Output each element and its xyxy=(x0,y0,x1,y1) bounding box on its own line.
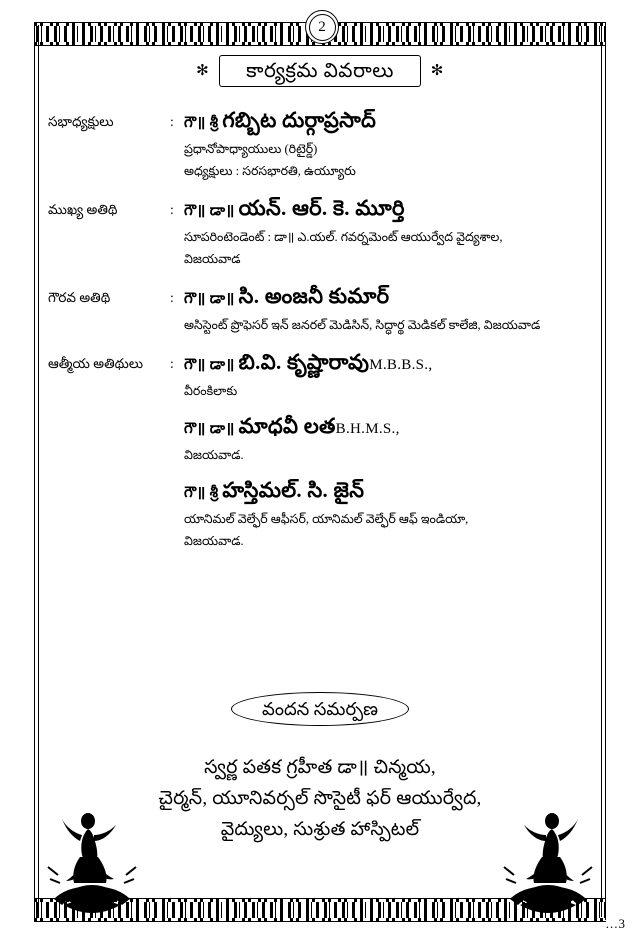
person-name-line xyxy=(184,282,596,313)
person-designation: సూపరింటెండెంట్ : డా॥ ఎ.యల్. గవర్నమెంట్ ఆయుర్వేద వైద్యశాల, xyxy=(184,230,503,244)
vote-of-thanks-text: వందన సమర్పణ xyxy=(262,699,378,719)
role-label: ఆత్మీయ అతిథులు xyxy=(48,356,144,371)
program-row xyxy=(48,194,596,270)
guest-entry xyxy=(184,348,596,402)
section-heading xyxy=(0,55,640,87)
person-designation: అసిస్టెంట్ ప్రొఫెసర్ ఇన్ జనరల్ మెడిసిన్, సిద్ధార్థ మెడికల్ కాలేజి, విజయవాడ xyxy=(184,318,541,332)
role-colon: : xyxy=(170,290,174,305)
person-name-line xyxy=(184,412,596,443)
closing-line: వైద్యులు, సుశ్రుత హాస్పిటల్ xyxy=(220,819,420,840)
person-name: గబ్బిట దుర్గాప్రసాద్ xyxy=(222,108,377,132)
section-heading-text: కార్యక్రమ వివరాలు xyxy=(246,60,394,82)
role-colon: : xyxy=(170,114,174,129)
person-name-line xyxy=(184,476,596,507)
person-affiliation: విజయవాడ xyxy=(184,252,241,266)
dancer-on-lotus-icon-right xyxy=(500,805,596,917)
program-details xyxy=(48,106,596,558)
role-colon: : xyxy=(170,202,174,217)
vote-of-thanks-oval xyxy=(231,692,409,726)
program-row xyxy=(48,282,596,336)
person-name-line xyxy=(184,194,596,225)
person-location: విజయవాడ. xyxy=(184,534,244,548)
page-number-medallion xyxy=(305,10,339,44)
role-label: గౌరవ అతిథి xyxy=(48,290,111,305)
person-location: వీరంకిలాకు xyxy=(184,384,238,398)
dancer-on-lotus-icon-left xyxy=(44,805,140,917)
role-label: ముఖ్య అతిథి xyxy=(48,202,118,217)
person-name: యన్. ఆర్. కె. మూర్తి xyxy=(238,196,405,220)
guest-entry xyxy=(184,412,596,466)
honorific-prefix: గౌ॥ డా॥ xyxy=(184,203,239,219)
person-qualification: M.B.B.S., xyxy=(369,357,433,373)
role-value xyxy=(184,106,596,182)
program-row xyxy=(48,106,596,182)
next-page-marker: ...3 xyxy=(605,916,626,931)
closing-line: చైర్మన్, యూనివర్సల్ సొసైటీ ఫర్ ఆయుర్వేద, xyxy=(158,788,482,809)
honorific-prefix: గౌ॥ డా॥ xyxy=(184,421,239,437)
person-name: బి.వి. కృష్ణారావు xyxy=(238,350,370,374)
closing-line: స్వర్ణ పతక గ్రహీత డా॥ చిన్మయ, xyxy=(204,757,436,778)
person-name-line xyxy=(184,348,596,379)
page-number: 2 xyxy=(309,14,336,41)
person-qualification: B.H.M.S., xyxy=(335,421,400,437)
person-name: హస్తిమల్. సి. జైన్ xyxy=(222,478,365,502)
person-name-line xyxy=(184,106,596,137)
honorific-prefix: గౌ॥ శ్రీ xyxy=(184,115,223,131)
section-heading-box xyxy=(219,55,421,87)
honorific-prefix: గౌ॥ శ్రీ xyxy=(184,485,223,501)
honorific-prefix: గౌ॥ డా॥ xyxy=(184,291,239,307)
role-value xyxy=(184,282,596,336)
role-label: సభాధ్యక్షులు xyxy=(48,114,114,129)
program-row-guests xyxy=(48,348,596,552)
person-location: విజయవాడ. xyxy=(184,448,244,462)
person-affiliation: అధ్యక్షులు : సరసభారతి, ఉయ్యూరు xyxy=(184,164,356,178)
role-value xyxy=(184,348,596,552)
honorific-prefix: గౌ॥ డా॥ xyxy=(184,357,239,373)
guest-entry xyxy=(184,476,596,552)
vote-of-thanks-section xyxy=(0,692,640,726)
person-designation: ప్రధానోపాధ్యాయులు (రిటైర్డ్) xyxy=(184,142,318,156)
person-designation: యానిమల్ వెల్ఫేర్ ఆఫీసర్, యానిమల్ వెల్ఫేర్ ఆఫ్ ఇండియా, xyxy=(184,512,469,526)
person-name: మాధవీ లత xyxy=(238,414,336,438)
person-name: సి. అంజనీ కుమార్ xyxy=(238,284,390,308)
role-colon: : xyxy=(170,356,174,371)
role-value xyxy=(184,194,596,270)
